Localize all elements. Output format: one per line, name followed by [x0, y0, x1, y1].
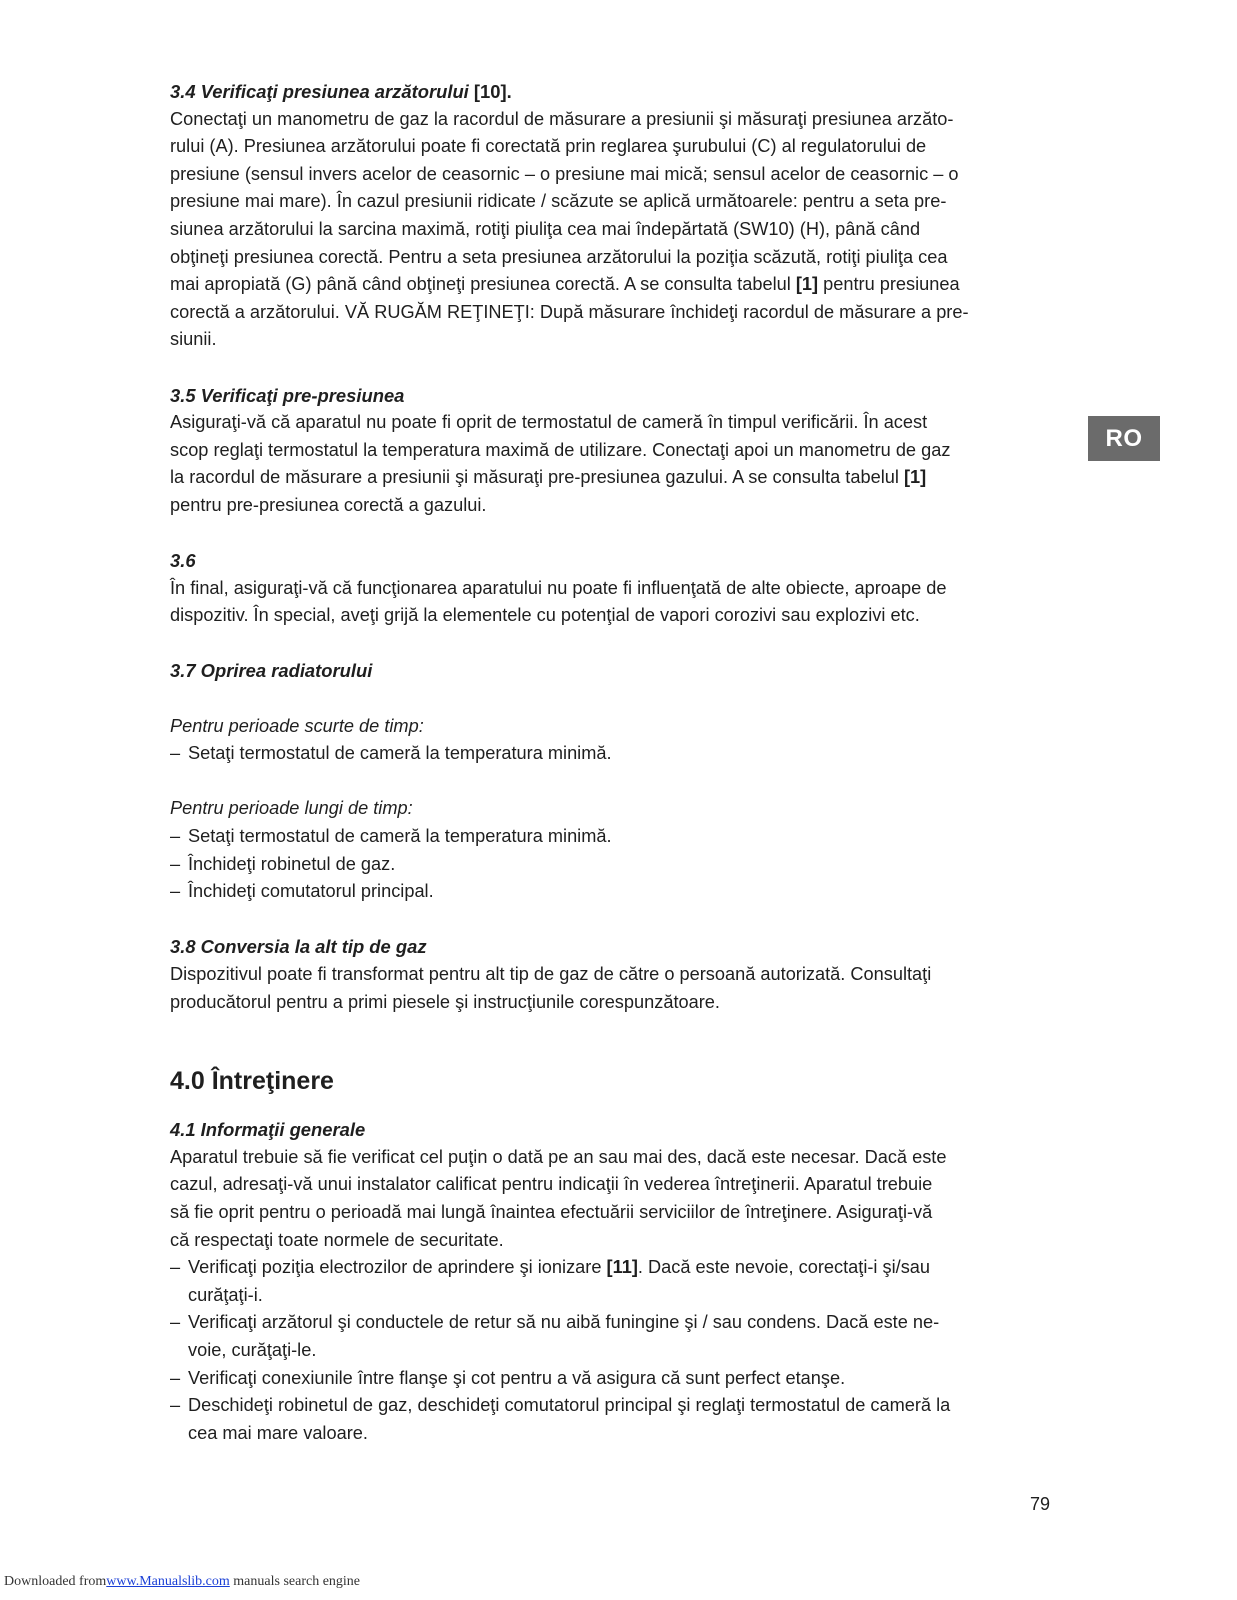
section-3-5-text-2: pentru pre-presiunea corectă a gazului. [170, 494, 487, 515]
list-item: – Verificaţi arzătorul şi conductele de retur să nu aibă funingine şi / sau condens. Dacă este ne- voie, curăţaţi-le. [170, 1312, 940, 1360]
long-period-list [170, 823, 1070, 906]
chapter-4-heading: 4.0 Întreţinere [170, 1067, 334, 1096]
section-3-4-text-2: pentru presiunea corectă a arzătorului. VĂ RUGĂM REŢINEŢI: După măsurare închideţi racordul de măsurare a pre- siunii. [170, 274, 969, 350]
manualslib-link[interactable]: www.Manualslib.com [106, 1574, 230, 1589]
section-3-8-heading: 3.8 Conversia la alt tip de gaz [170, 936, 427, 958]
section-3-6-heading: 3.6 [170, 550, 196, 572]
footer-suffix: manuals search engine [229, 1574, 361, 1589]
figure-ref-10: [10]. [473, 81, 512, 102]
section-3-4-heading [170, 78, 1070, 106]
page-number: 79 [1030, 1494, 1051, 1514]
list-item: – Închideţi comutatorul principal. [170, 881, 434, 902]
section-3-5-text-1: Asiguraţi-vă că aparatul nu poate fi oprit de termostatul de cameră în timpul verificării. În acest scop reglaţi termostatul la temperatura maximă de utilizare. Conectaţi apoi un manometru de gaz la racordul de măsurare a presiunii şi măsuraţi pre-presiunea gazului. A se consulta tabelul [170, 412, 951, 488]
list-item: – Închideţi robinetul de gaz. [170, 853, 396, 874]
list-item: – Setaţi termostatul de cameră la temperatura minimă. [170, 743, 612, 764]
section-3-4-body [170, 106, 1070, 354]
list-item: – Verificaţi conexiunile între flanşe şi cot pentru a vă asigura că sunt perfect etanşe. [170, 1367, 846, 1388]
document-body [170, 78, 1070, 1447]
table-ref-1: [1] [903, 467, 927, 488]
section-3-7-heading: 3.7 Oprirea radiatorului [170, 660, 373, 682]
section-3-8-body: Dispozitivul poate fi transformat pentru alt tip de gaz de către o persoană autorizată. Consultaţi producătorul pentru a primi piesele şi instrucţiunile corespunzătoare. [170, 964, 932, 1012]
footer-prefix: Downloaded from [4, 1574, 107, 1589]
section-3-6-body: În final, asiguraţi-vă că funcţionarea aparatului nu poate fi influenţată de alte obiecte, aproape de dispozitiv. În special, aveţi grijă la elementele cu potenţial de vapori corozivi sau explozivi etc. [170, 577, 947, 626]
section-3-4-text-1: Conectaţi un manometru de gaz la racordul de măsurare a presiunii şi măsuraţi presiunea arzăto- rului (A). Presiunea arzătorului poate fi corectată prin reglarea şurubului (C) al regulatorului de presiune (sensul invers acelor de ceasornic – o presiune mai mică; sensul acelor de ceasornic – o presiune mai mare). În cazul presiunii ridicate / scăzute se aplică următoarele: pentru a seta pre- siunea arzătorului la sarcina maximă, rotiţi piuliţa cea mai îndepărtată (SW10) (H), până când obţineţi presiunea corectă. Pentru a seta presiunea arzătorului la poziţia scăzută, rotiţi piuliţa cea mai apropiată (G) până când obţineţi presiunea corectă. A se consulta tabelul [170, 108, 959, 295]
table-ref-1: [1] [795, 274, 819, 295]
maintenance-list [170, 1254, 1070, 1447]
figure-ref-11: [11] [606, 1257, 638, 1278]
language-tab-ro: RO [1088, 416, 1160, 461]
long-period-label: Pentru perioade lungi de timp: [170, 798, 413, 819]
list-item: – Deschideţi robinetul de gaz, deschideţi comutatorul principal şi reglaţi termostatul de cameră la cea mai mare valoare. [170, 1395, 951, 1443]
short-period-list [170, 740, 1070, 768]
list-item: – Setaţi termostatul de cameră la temperatura minimă. [170, 826, 612, 847]
section-3-5-heading: 3.5 Verificaţi pre-presiunea [170, 384, 405, 406]
section-3-4-title: 3.4 Verificaţi presiunea arzătorului [170, 81, 469, 102]
list-item: – Verificaţi poziţia electrozilor de aprindere şi ionizare [11]. Dacă este nevoie, corectaţi-i şi/sau curăţaţi-i. [170, 1257, 931, 1305]
section-4-1-heading: 4.1 Informaţii generale [170, 1119, 366, 1141]
section-3-5-body [170, 409, 1070, 519]
download-footer [4, 1574, 360, 1590]
section-4-1-body: Aparatul trebuie să fie verificat cel puţin o dată pe an sau mai des, dacă este necesar. Dacă este cazul, adresaţi-vă unui instalator calificat pentru indicaţii în vederea întreţinerii. Aparatul trebuie să fie oprit pentru o perioadă mai lungă înaintea efectuării serviciilor de întreţinere. Asiguraţi-vă că respectaţi toate normele de securitate. [170, 1146, 947, 1250]
short-period-label: Pentru perioade scurte de timp: [170, 715, 424, 736]
